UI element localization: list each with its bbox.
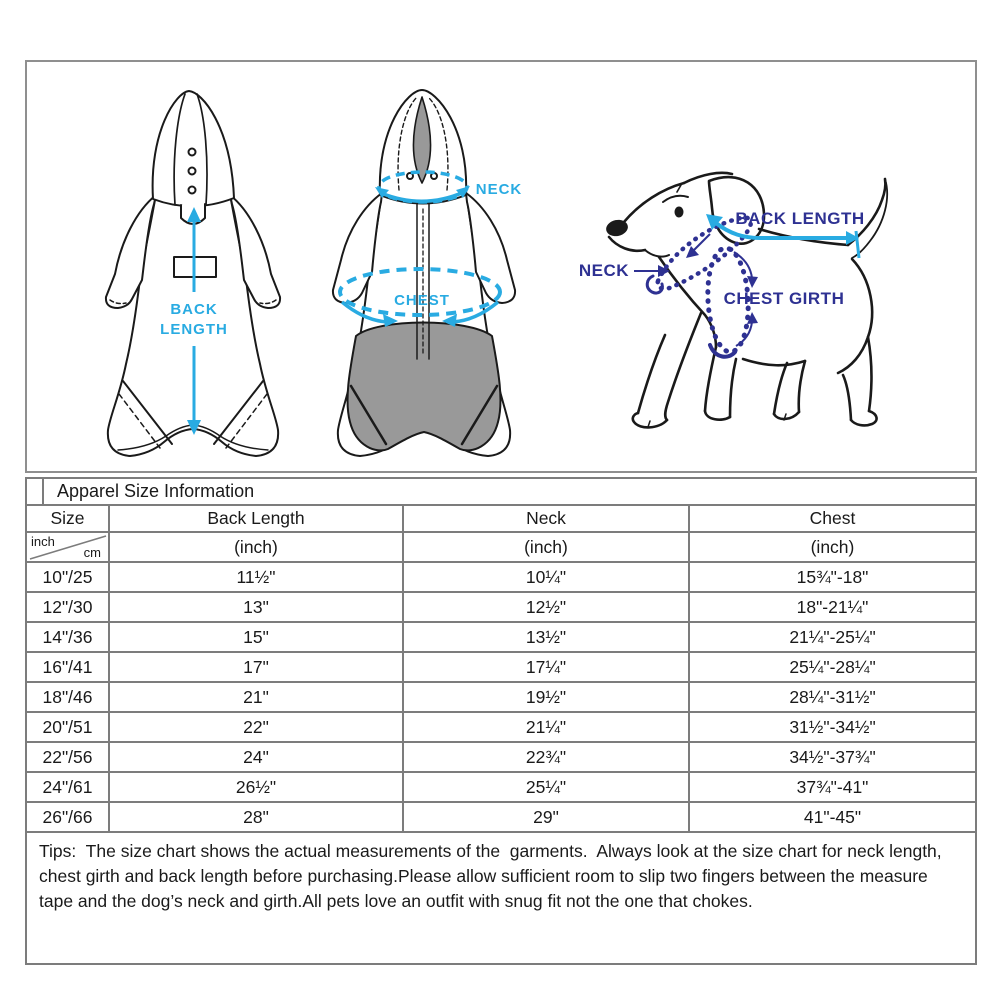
- cell-back-length: 17": [110, 653, 404, 681]
- table-row: [27, 623, 975, 653]
- table-row: [27, 743, 975, 773]
- back-view-back-length-label-line2: LENGTH: [160, 321, 228, 338]
- dog-neck-label: NECK: [578, 261, 630, 280]
- cell-neck: 22¾": [404, 743, 690, 771]
- cell-back-length: 22": [110, 713, 404, 741]
- cell-size: 10"/25: [27, 563, 110, 591]
- cell-back-length: 13": [110, 593, 404, 621]
- dog-chest-girth-label: CHEST GIRTH: [723, 289, 845, 308]
- table-title-row: [27, 479, 975, 506]
- cell-chest: 15¾"-18": [796, 566, 869, 587]
- unit-back-length: (inch): [110, 533, 404, 561]
- cell-back-length: 11½": [110, 563, 404, 591]
- unit-chest: (inch): [810, 536, 855, 557]
- cell-chest: 41"-45": [803, 806, 862, 827]
- cell-size: 12"/30: [27, 593, 110, 621]
- header-chest: Chest: [809, 508, 856, 528]
- cell-chest: 21¼"-25¼": [789, 626, 876, 647]
- unit-inch-label: inch: [31, 534, 55, 549]
- dog-measure-illustration: [560, 130, 980, 450]
- table-row: [27, 593, 975, 623]
- cell-back-length: 21": [110, 683, 404, 711]
- front-view-neck-label: NECK: [475, 181, 523, 198]
- cell-size: 16"/41: [27, 653, 110, 681]
- front-view-chest-label: CHEST: [394, 292, 450, 309]
- cell-neck: 12½": [404, 593, 690, 621]
- raincoat-front-view-illustration: [320, 64, 550, 464]
- cell-chest: 31½"-34½": [789, 716, 876, 737]
- cell-size: 22"/56: [27, 743, 110, 771]
- cell-neck: 25¼": [404, 773, 690, 801]
- unit-cm-label: cm: [83, 545, 101, 560]
- table-row: [27, 563, 975, 593]
- cell-size: 24"/61: [27, 773, 110, 801]
- table-units-row: [27, 533, 975, 563]
- cell-size: 26"/66: [27, 803, 110, 831]
- cell-chest: 37¾"-41": [796, 776, 869, 797]
- header-neck: Neck: [404, 506, 690, 531]
- cell-size: 18"/46: [27, 683, 110, 711]
- cell-neck: 10¼": [404, 563, 690, 591]
- cell-back-length: 28": [110, 803, 404, 831]
- cell-neck: 29": [404, 803, 690, 831]
- raincoat-back-view-illustration: [90, 64, 320, 464]
- cell-back-length: 26½": [110, 773, 404, 801]
- header-size: Size: [27, 506, 110, 531]
- cell-neck: 13½": [404, 623, 690, 651]
- unit-neck: (inch): [404, 533, 690, 561]
- cell-chest: 34½"-37¾": [789, 746, 876, 767]
- table-row: [27, 683, 975, 713]
- cell-chest: 25¼"-28¼": [789, 656, 876, 677]
- cell-back-length: 15": [110, 623, 404, 651]
- table-row: [27, 653, 975, 683]
- table-header-row: [27, 506, 975, 533]
- cell-back-length: 24": [110, 743, 404, 771]
- cell-chest: 28¼"-31½": [789, 686, 876, 707]
- table-row: [27, 773, 975, 803]
- table-row: [27, 713, 975, 743]
- table-title: Apparel Size Information: [57, 481, 255, 501]
- cell-neck: 21¼": [404, 713, 690, 741]
- cell-size: 14"/36: [27, 623, 110, 651]
- title-spacer-cell: [27, 479, 44, 504]
- illustration-panel: [25, 60, 977, 473]
- unit-cell-inch-cm: [27, 533, 110, 561]
- back-view-back-length-label-line1: BACK: [170, 301, 218, 318]
- tips-text: Tips: The size chart shows the actual measurements of the garments. Always look at the size chart for neck length, chest girth and back length before purchasing.Please allow sufficient room to slip two fingers between the measure tape and the dog’s neck and girth.All pets love an outfit with snug fit not the one that chokes.: [39, 841, 947, 912]
- cell-chest: 18"-21¼": [796, 596, 869, 617]
- header-back-length: Back Length: [110, 506, 404, 531]
- cell-neck: 19½": [404, 683, 690, 711]
- cell-neck: 17¼": [404, 653, 690, 681]
- apparel-size-table: [25, 477, 977, 965]
- table-row: [27, 803, 975, 833]
- cell-size: 20"/51: [27, 713, 110, 741]
- dog-back-length-label: BACK LENGTH: [735, 209, 865, 228]
